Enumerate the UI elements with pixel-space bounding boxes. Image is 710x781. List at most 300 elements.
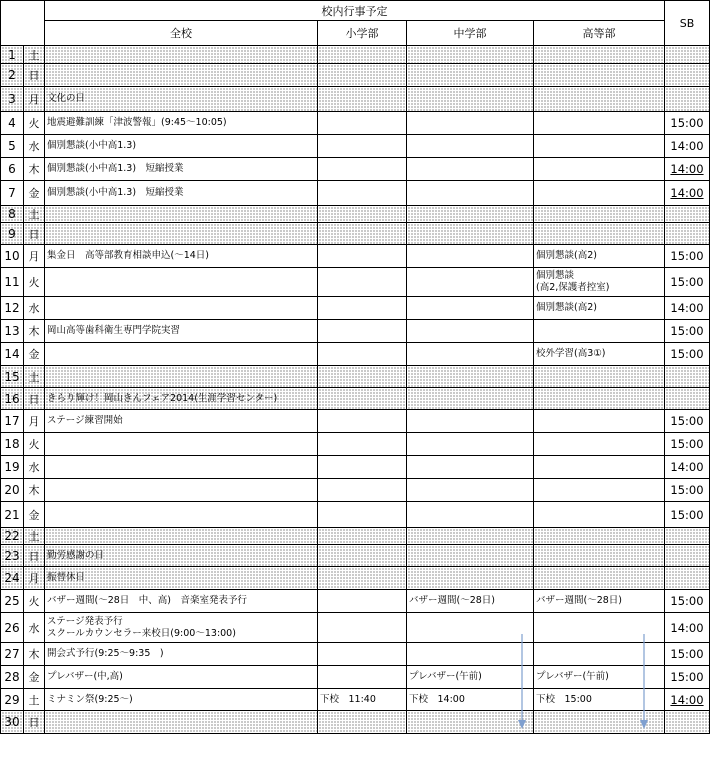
table-row (1, 666, 710, 689)
weekday-cell (24, 268, 45, 297)
all-school-cell-text: ステージ練習開始 (47, 415, 123, 426)
elementary-cell-text: 下校 11:40 (320, 693, 376, 705)
table-row (1, 46, 710, 64)
sb-time-cell-text: 15:00 (670, 483, 704, 497)
weekday-cell (24, 135, 45, 158)
day-cell (1, 689, 24, 711)
day-cell-text: 4 (8, 116, 16, 130)
all-school-cell (45, 206, 318, 223)
all-school-cell (45, 528, 318, 545)
sb-time-cell-text: 15:00 (670, 116, 704, 130)
all-school-cell (45, 643, 318, 666)
day-cell (1, 528, 24, 545)
weekday-cell (24, 528, 45, 545)
day-cell (1, 502, 24, 528)
day-cell-text: 22 (4, 529, 20, 543)
all-school-cell-text: 地震避難訓練「津波警報」(9:45～10:05) (47, 117, 227, 128)
middle-cell (407, 613, 534, 643)
elementary-cell (318, 158, 407, 181)
high-cell (534, 158, 665, 181)
day-cell (1, 666, 24, 689)
all-school-cell-text: きらり輝け！岡山きんフェア2014(生涯学習センター) (47, 392, 278, 404)
all-school-cell (45, 502, 318, 528)
day-cell-text: 19 (4, 460, 20, 474)
weekday-cell (24, 181, 45, 206)
all-school-cell (45, 666, 318, 689)
weekday-cell (24, 46, 45, 64)
sb-time-cell-text: 14:00 (670, 186, 704, 200)
high-cell (534, 613, 665, 643)
table-row (1, 528, 710, 545)
weekday-cell-text: 土 (28, 208, 40, 221)
sb-time-cell (665, 502, 710, 528)
table-row (1, 410, 710, 433)
weekday-cell-text: 月 (28, 93, 40, 106)
day-cell (1, 320, 24, 343)
high-cell (534, 87, 665, 112)
all-school-cell-text: 勤労感謝の日 (47, 549, 105, 561)
weekday-cell-text: 木 (28, 163, 40, 176)
sb-time-cell-text: 14:00 (670, 301, 704, 315)
weekday-cell-text: 土 (28, 48, 40, 62)
elementary-cell (318, 112, 407, 135)
elementary-cell (318, 181, 407, 206)
all-school-cell (45, 613, 318, 643)
weekday-cell-text: 日 (28, 69, 40, 82)
all-school-cell (45, 479, 318, 502)
schedule-body (1, 46, 710, 734)
table-row (1, 245, 710, 268)
table-row (1, 711, 710, 734)
high-cell-text: バザー週間(～28日) (536, 595, 623, 606)
middle-cell (407, 181, 534, 206)
sb-time-cell-text: 15:00 (670, 670, 704, 684)
day-cell-text: 29 (4, 692, 20, 707)
table-row (1, 268, 710, 297)
elementary-cell (318, 87, 407, 112)
sb-time-cell (665, 433, 710, 456)
all-school-cell (45, 433, 318, 456)
day-cell-text: 24 (4, 571, 20, 585)
middle-cell (407, 502, 534, 528)
elementary-cell (318, 366, 407, 388)
table-row (1, 206, 710, 223)
high-cell-text: プレバザー(午前) (536, 671, 609, 682)
all-school-cell (45, 181, 318, 206)
all-school-cell (45, 456, 318, 479)
weekday-cell-text: 土 (28, 370, 40, 384)
day-cell (1, 297, 24, 320)
weekday-cell (24, 320, 45, 343)
high-cell (534, 46, 665, 64)
day-cell (1, 613, 24, 643)
day-cell-text: 13 (4, 324, 20, 338)
sb-time-cell-text: 15:00 (670, 414, 704, 428)
middle-cell (407, 135, 534, 158)
weekday-cell (24, 711, 45, 734)
middle-cell (407, 456, 534, 479)
sb-time-cell-text: 15:00 (670, 347, 704, 361)
day-cell-text: 17 (4, 414, 20, 428)
sb-time-cell (665, 135, 710, 158)
all-school-cell-text: 岡山高等歯科衛生専門学院実習 (47, 325, 181, 336)
day-cell-text: 30 (4, 715, 20, 729)
high-cell (534, 112, 665, 135)
weekday-cell (24, 410, 45, 433)
sb-time-cell-text: 15:00 (670, 647, 704, 661)
table-row (1, 87, 710, 112)
high-cell (534, 545, 665, 567)
day-cell (1, 567, 24, 590)
table-row (1, 567, 710, 590)
sb-time-cell (665, 643, 710, 666)
weekday-cell (24, 158, 45, 181)
table-row (1, 456, 710, 479)
sb-time-cell (665, 388, 710, 410)
elementary-cell (318, 343, 407, 366)
middle-cell (407, 528, 534, 545)
day-cell (1, 343, 24, 366)
day-cell-text: 15 (4, 369, 20, 384)
table-row (1, 112, 710, 135)
weekday-cell (24, 297, 45, 320)
high-cell (534, 502, 665, 528)
weekday-cell-text: 金 (28, 508, 40, 522)
weekday-cell-text: 水 (28, 302, 40, 315)
middle-cell (407, 388, 534, 410)
all-school-cell (45, 689, 318, 711)
weekday-cell-text: 土 (28, 693, 40, 707)
sb-time-cell (665, 223, 710, 245)
day-cell-text: 2 (8, 68, 16, 82)
sb-time-cell-text: 14:00 (670, 162, 704, 176)
high-cell (534, 64, 665, 87)
weekday-cell-text: 金 (28, 187, 40, 200)
day-cell (1, 590, 24, 613)
day-cell (1, 268, 24, 297)
middle-cell (407, 320, 534, 343)
weekday-cell (24, 689, 45, 711)
sb-time-cell (665, 181, 710, 206)
day-cell-text: 18 (4, 437, 20, 451)
sb-time-cell (665, 343, 710, 366)
all-school-cell-text: 集金日 高等部教育相談申込(～14日) (47, 250, 210, 261)
elementary-cell (318, 502, 407, 528)
day-cell (1, 456, 24, 479)
header-row-title (1, 1, 710, 21)
sb-time-cell (665, 410, 710, 433)
weekday-cell-text: 火 (28, 438, 40, 451)
header-elementary: 小学部 (318, 21, 407, 46)
elementary-cell (318, 245, 407, 268)
day-cell-text: 26 (4, 620, 20, 635)
all-school-cell (45, 590, 318, 613)
header-high: 高等部 (534, 21, 665, 46)
high-cell (534, 590, 665, 613)
sb-time-cell (665, 545, 710, 567)
weekday-cell (24, 590, 45, 613)
sb-time-cell (665, 297, 710, 320)
table-row (1, 135, 710, 158)
day-cell (1, 135, 24, 158)
elementary-cell (318, 479, 407, 502)
all-school-cell (45, 545, 318, 567)
weekday-cell-text: 水 (28, 621, 40, 635)
middle-cell (407, 343, 534, 366)
table-row (1, 223, 710, 245)
day-cell-text: 25 (4, 594, 20, 608)
sb-time-cell-text: 15:00 (670, 249, 704, 263)
all-school-cell (45, 46, 318, 64)
day-cell-text: 21 (4, 507, 20, 522)
weekday-cell (24, 223, 45, 245)
sb-time-cell (665, 112, 710, 135)
sb-time-cell (665, 711, 710, 734)
elementary-cell (318, 711, 407, 734)
all-school-cell (45, 112, 318, 135)
all-school-cell-text: ミナミン祭(9:25～) (47, 693, 133, 705)
table-row (1, 388, 710, 410)
middle-cell (407, 87, 534, 112)
all-school-cell (45, 320, 318, 343)
weekday-cell-text: 木 (28, 484, 40, 497)
weekday-cell (24, 613, 45, 643)
day-cell-text: 23 (4, 548, 20, 563)
all-school-cell-text: 開会式予行(9:25～9:35 ) (47, 648, 164, 659)
middle-cell (407, 666, 534, 689)
middle-cell (407, 643, 534, 666)
elementary-cell (318, 433, 407, 456)
high-cell (534, 223, 665, 245)
elementary-cell (318, 666, 407, 689)
all-school-cell (45, 268, 318, 297)
weekday-cell-text: 日 (28, 392, 40, 406)
middle-cell (407, 433, 534, 456)
weekday-cell (24, 87, 45, 112)
weekday-cell-text: 日 (28, 227, 40, 241)
elementary-cell (318, 689, 407, 711)
weekday-cell (24, 666, 45, 689)
sb-time-cell-text: 15:00 (670, 507, 704, 522)
all-school-cell (45, 87, 318, 112)
middle-cell (407, 545, 534, 567)
sb-time-cell (665, 366, 710, 388)
high-cell (534, 643, 665, 666)
high-cell (534, 268, 665, 297)
middle-cell (407, 112, 534, 135)
high-cell (534, 135, 665, 158)
high-cell-text: 個別懇談(高2) (536, 302, 597, 313)
middle-cell-text: バザー週間(～28日) (409, 595, 496, 606)
elementary-cell (318, 590, 407, 613)
high-cell (534, 567, 665, 590)
day-cell (1, 479, 24, 502)
day-cell-text: 12 (4, 301, 20, 315)
sb-time-cell (665, 245, 710, 268)
day-cell-text: 28 (4, 670, 20, 684)
sb-time-cell (665, 456, 710, 479)
weekday-cell-text: 金 (28, 671, 40, 684)
weekday-cell (24, 456, 45, 479)
weekday-cell (24, 433, 45, 456)
table-row (1, 297, 710, 320)
table-row (1, 502, 710, 528)
day-cell-text: 14 (4, 347, 20, 361)
sb-time-cell-text: 15:00 (670, 594, 704, 608)
high-cell (534, 297, 665, 320)
day-cell (1, 64, 24, 87)
elementary-cell (318, 64, 407, 87)
table-row (1, 158, 710, 181)
high-cell (534, 666, 665, 689)
sb-time-cell (665, 613, 710, 643)
all-school-cell-text: バザー週間(～28日 中、高) 音楽室発表予行 (47, 595, 248, 606)
weekday-cell-text: 日 (28, 549, 40, 563)
high-cell (534, 479, 665, 502)
elementary-cell (318, 46, 407, 64)
weekday-cell-text: 水 (28, 140, 40, 153)
sb-time-cell (665, 479, 710, 502)
elementary-cell (318, 135, 407, 158)
middle-cell (407, 479, 534, 502)
high-cell (534, 388, 665, 410)
elementary-cell (318, 643, 407, 666)
high-cell (534, 181, 665, 206)
high-cell (534, 366, 665, 388)
table-row (1, 689, 710, 711)
day-cell-text: 7 (8, 186, 16, 200)
high-cell (534, 410, 665, 433)
middle-cell (407, 245, 534, 268)
sb-time-cell (665, 666, 710, 689)
all-school-cell-text: 個別懇談(小中高1.3) 短縮授業 (47, 163, 184, 174)
all-school-cell (45, 410, 318, 433)
high-cell (534, 528, 665, 545)
elementary-cell (318, 268, 407, 297)
day-cell-text: 11 (4, 275, 20, 289)
day-cell-text: 6 (8, 162, 16, 176)
header-all: 全校 (45, 21, 318, 46)
sb-time-cell (665, 64, 710, 87)
high-cell (534, 343, 665, 366)
elementary-cell (318, 223, 407, 245)
middle-cell (407, 297, 534, 320)
weekday-cell (24, 479, 45, 502)
table-row (1, 433, 710, 456)
sb-time-cell-text: 14:00 (670, 460, 704, 474)
elementary-cell (318, 388, 407, 410)
day-cell (1, 410, 24, 433)
day-cell (1, 545, 24, 567)
high-cell (534, 206, 665, 223)
weekday-cell-text: 月 (28, 572, 40, 585)
weekday-cell-text: 火 (28, 595, 40, 608)
middle-cell (407, 223, 534, 245)
day-cell-text: 1 (8, 47, 16, 62)
weekday-cell-text: 火 (28, 276, 40, 289)
weekday-cell-text: 土 (28, 530, 40, 543)
header-sb: SB (665, 1, 710, 46)
table-row (1, 343, 710, 366)
elementary-cell (318, 206, 407, 223)
weekday-cell (24, 343, 45, 366)
table-row (1, 366, 710, 388)
day-cell (1, 223, 24, 245)
middle-cell (407, 64, 534, 87)
day-cell (1, 433, 24, 456)
middle-cell (407, 46, 534, 64)
elementary-cell (318, 528, 407, 545)
day-cell-text: 20 (4, 483, 20, 497)
weekday-cell (24, 366, 45, 388)
day-cell-text: 5 (8, 139, 16, 153)
table-row (1, 64, 710, 87)
day-cell-text: 10 (4, 249, 20, 263)
high-cell-text: 校外学習(高3①) (536, 348, 606, 359)
weekday-cell-text: 火 (28, 117, 40, 130)
sb-time-cell (665, 528, 710, 545)
weekday-cell (24, 545, 45, 567)
sb-time-cell-text: 15:00 (670, 437, 704, 451)
elementary-cell (318, 410, 407, 433)
all-school-cell (45, 567, 318, 590)
elementary-cell (318, 545, 407, 567)
header-middle: 中学部 (407, 21, 534, 46)
sb-time-cell-text: 14:00 (670, 139, 704, 153)
weekday-cell-text: 水 (28, 461, 40, 474)
all-school-cell (45, 135, 318, 158)
day-cell (1, 158, 24, 181)
middle-cell (407, 689, 534, 711)
table-row (1, 643, 710, 666)
corner-cell (1, 1, 45, 46)
sb-time-cell (665, 268, 710, 297)
table-row (1, 590, 710, 613)
elementary-cell (318, 613, 407, 643)
elementary-cell (318, 320, 407, 343)
weekday-cell (24, 112, 45, 135)
middle-cell (407, 268, 534, 297)
high-cell-text: 下校 15:00 (536, 693, 592, 705)
day-cell (1, 388, 24, 410)
sb-time-cell-text: 15:00 (670, 324, 704, 338)
weekday-cell (24, 64, 45, 87)
weekday-cell (24, 245, 45, 268)
sb-time-cell (665, 320, 710, 343)
sb-time-cell (665, 590, 710, 613)
weekday-cell (24, 643, 45, 666)
all-school-cell (45, 297, 318, 320)
all-school-cell (45, 245, 318, 268)
high-cell (534, 433, 665, 456)
middle-cell (407, 711, 534, 734)
all-school-cell-text: 文化の日 (47, 93, 86, 104)
all-school-cell (45, 343, 318, 366)
weekday-cell-text: 日 (28, 716, 40, 729)
all-school-cell-text: 個別懇談(小中高1.3) 短縮授業 (47, 187, 184, 198)
high-cell-text: 個別懇談 (高2,保護者控室) (536, 270, 610, 293)
day-cell (1, 112, 24, 135)
day-cell-text: 27 (4, 647, 20, 661)
day-cell (1, 206, 24, 223)
weekday-cell (24, 567, 45, 590)
day-cell-text: 8 (8, 207, 16, 221)
sb-time-cell (665, 158, 710, 181)
weekday-cell (24, 388, 45, 410)
middle-cell-text: 下校 14:00 (409, 693, 465, 705)
all-school-cell-text: 個別懇談(小中高1.3) (47, 140, 137, 151)
day-cell-text: 16 (4, 391, 20, 406)
